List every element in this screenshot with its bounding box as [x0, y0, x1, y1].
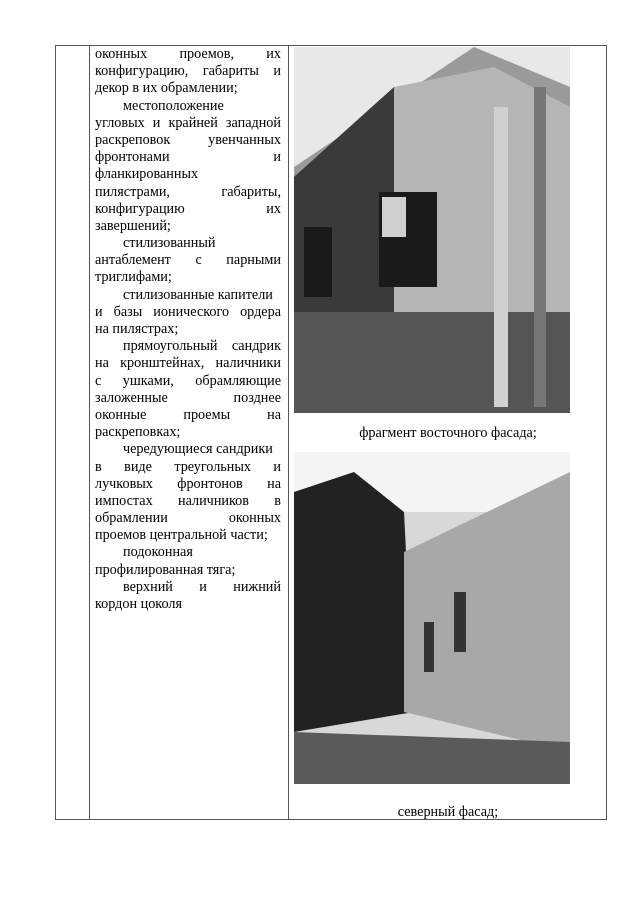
- text-line: завершений;: [95, 217, 171, 234]
- photo-north-facade: [294, 452, 570, 784]
- text-line: триглифами;: [95, 269, 172, 286]
- text-line: проемов центральной части;: [95, 527, 268, 544]
- text-line: оконных проемов, их: [95, 46, 281, 62]
- photo-caption: северный фасад;: [397, 804, 499, 820]
- text-line: на кронштейнах, наличники: [95, 355, 281, 372]
- text-line: профилированная тяга;: [95, 561, 236, 578]
- text-line: с ушками, обрамляющие: [95, 372, 281, 389]
- text-line: кордон цоколя: [95, 596, 182, 612]
- text-line: местоположение: [123, 97, 224, 114]
- text-line: чередующиеся сандрики: [123, 441, 273, 458]
- text-line: прямоугольный сандрик: [123, 338, 281, 355]
- text-line: пилястрами, габариты,: [95, 183, 281, 200]
- text-line: подоконная: [123, 544, 193, 561]
- text-line: и базы ионического ордера: [95, 303, 281, 320]
- text-line: конфигурацию, габариты и: [95, 63, 281, 80]
- text-line: фронтонами и: [95, 149, 281, 166]
- text-line: импостах наличников в: [95, 492, 281, 509]
- text-line: верхний и нижний: [123, 578, 281, 595]
- text-line: лучковых фронтонов на: [95, 475, 281, 492]
- text-line: декор в их обрамлении;: [95, 80, 238, 97]
- text-line: обрамлении оконных: [95, 510, 281, 527]
- text-line: на пилястрах;: [95, 321, 179, 337]
- text-line: антаблемент с парными: [95, 252, 281, 269]
- text-line: раскреповок увенчанных: [95, 131, 281, 148]
- text-line: заложенные позднее: [95, 389, 281, 406]
- text-line: раскреповках;: [95, 424, 181, 441]
- photo-caption: фрагмент восточного фасада;: [359, 425, 537, 441]
- photo-east-facade: [294, 47, 570, 413]
- text-line: фланкированных: [95, 166, 199, 183]
- text-line: оконные проемы на: [95, 406, 281, 423]
- text-line: стилизованный: [123, 235, 216, 252]
- column-divider: [89, 46, 90, 819]
- text-line: конфигурацию их: [95, 200, 281, 217]
- description-text: [95, 46, 281, 613]
- text-line: в виде треугольных и: [95, 458, 281, 475]
- text-line: стилизованные капители: [123, 286, 273, 303]
- text-line: угловых и крайней западной: [95, 114, 281, 131]
